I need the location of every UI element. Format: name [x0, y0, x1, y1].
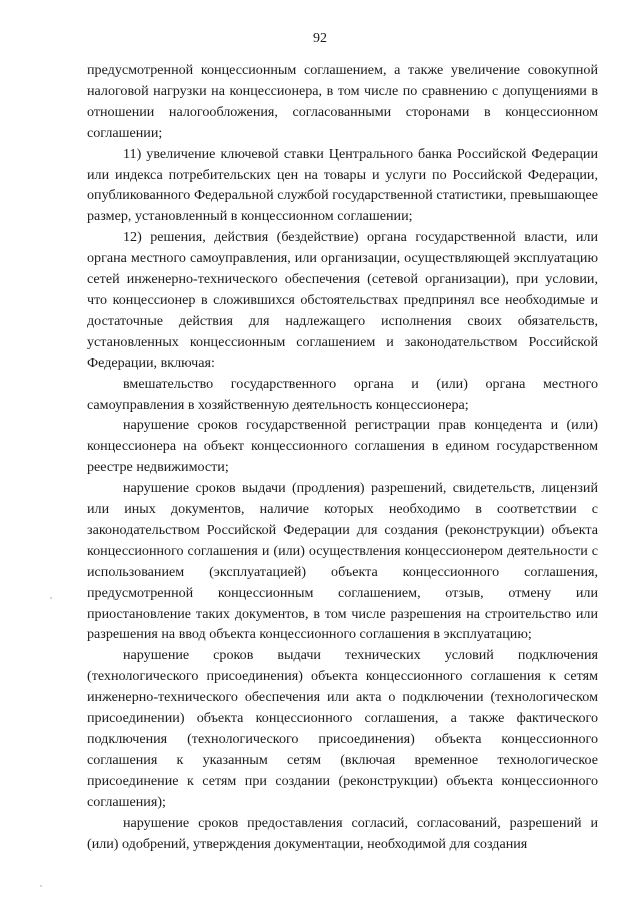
document-body [87, 60, 598, 854]
paragraph-subitem-registration: нарушение сроков государственной регистрации прав концедента и (или) концессионера на объект концессионного соглашения в едином государственном реестре недвижимости; [87, 417, 598, 476]
paragraph-subitem-interference: вмешательство государственного органа и (или) органа местного самоуправления в хозяйственную деятельность концессионера; [87, 375, 598, 413]
paragraph-item-12: 12) решения, действия (бездействие) органа государственной власти, или органа местного самоуправления, или организации, осуществляющей эксплуатацию сетей инженерно-технического обеспечения (сетевой организации), при условии, что концессионер в сложившихся обстоятельствах предпринял все необходимые и достаточные действия для надлежащего исполнения своих обязательств, установленных концессионным соглашением и законодательством Российской Федерации, включая: [87, 229, 598, 371]
paragraph-subitem-permits: нарушение сроков выдачи (продления) разрешений, свидетельств, лицензий или иных документов, наличие которых необходимо в соответствии с законодательством Российской Федерации для создания (реконструкции) объекта концессионного соглашения и (или) осуществления концессионером деятельности с использованием (эксплуатацией) объекта концессионного соглашения, предусмотренной концессионным соглашением, отзыв, отмену или приостановление таких документов, в том числе разрешения на строительство или разрешения на ввод объекта концессионного соглашения в эксплуатацию; [87, 480, 598, 643]
scan-speck [40, 885, 42, 887]
paragraph-item-11: 11) увеличение ключевой ставки Центрального банка Российской Федерации или индекса потребительских цен на товары и услуги по Российской Федерации, опубликованного Федеральной службой государственной статистики, превышающее размер, установленный в концессионном соглашении; [87, 145, 598, 225]
paragraph-subitem-approvals: нарушение сроков предоставления согласий, согласований, разрешений и (или) одобрений, утверждения документации, необходимой для создания [87, 814, 598, 852]
page-number: 92 [313, 31, 327, 46]
paragraph-continuation: предусмотренной концессионным соглашением, а также увеличение совокупной налоговой нагрузки на концессионера, в том числе по сравнению с допущениями в отношении налогообложения, согласованными сторонами в концессионном соглашении; [87, 62, 598, 141]
paragraph-subitem-connection: нарушение сроков выдачи технических условий подключения (технологического присоединения) объекта концессионного соглашения к сетям инженерно-технического обеспечения или акта о подключении (технологическом присоединении) объекта концессионного соглашения, а также фактического подключения (технологического присоединения) объекта концессионного соглашения к указанным сетям (включая временное технологическое присоединение к сетям при создании (реконструкции) объекта концессионного соглашения); [87, 647, 598, 810]
scan-speck [50, 597, 52, 599]
